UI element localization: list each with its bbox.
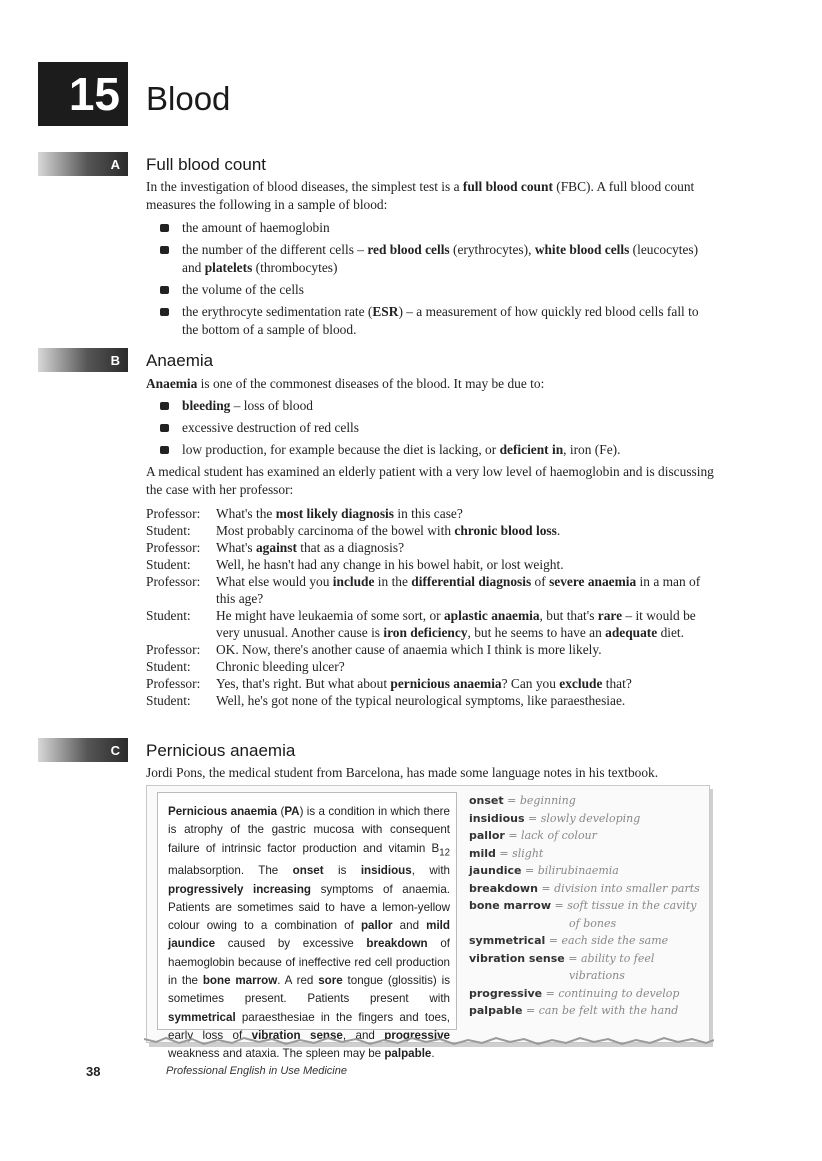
note-entry	[469, 810, 705, 828]
speaker: Student:	[146, 557, 191, 572]
subscript: 12	[439, 846, 450, 858]
bullet-icon	[160, 308, 169, 316]
bold-term: iron deficiency	[383, 625, 468, 640]
section-b-bullets	[146, 397, 716, 463]
speech	[216, 658, 716, 675]
bullet-item	[146, 419, 716, 437]
speech	[216, 505, 716, 522]
text-run: Most probably carcinoma of the bowel with	[216, 523, 455, 538]
dialogue-line	[146, 607, 716, 641]
note-definition-continued: of bones	[569, 916, 617, 930]
note-term: bone marrow	[469, 899, 552, 912]
note-definition: beginning	[519, 794, 576, 807]
textbook-excerpt	[146, 785, 710, 1061]
equals-sign: =	[542, 986, 559, 1000]
text-run: (erythrocytes),	[449, 242, 535, 257]
bold-term: PA	[284, 805, 300, 818]
unit-title: Blood	[146, 80, 231, 117]
bold-term: onset	[292, 864, 324, 878]
bold-term: progressively increasing	[168, 882, 311, 896]
speaker: Student:	[146, 659, 191, 674]
section-c-intro	[146, 764, 716, 782]
speaker: Professor:	[146, 676, 201, 691]
note-definition-continued: vibrations	[569, 969, 625, 982]
text-run: .	[556, 523, 561, 538]
section-a-bullets	[146, 219, 716, 343]
note-definition: slight	[512, 846, 544, 860]
text-run: in the	[374, 574, 412, 589]
text-run: – it would be very unusual. Another cause is	[216, 608, 696, 640]
speaker: Student:	[146, 523, 191, 538]
speech	[216, 556, 716, 573]
note-definition: can be felt with the hand	[538, 1004, 679, 1017]
dialogue-line	[146, 539, 716, 556]
note-term: pallor	[469, 829, 505, 842]
note-entry	[469, 792, 705, 810]
unit-number: 15	[38, 62, 128, 126]
bold-term: against	[255, 540, 297, 555]
dialogue-line	[146, 658, 716, 675]
dialogue-line	[146, 692, 716, 709]
speech	[216, 573, 716, 607]
bold-term: differential diagnosis	[411, 574, 532, 589]
text-run: in this case?	[394, 506, 463, 521]
dialogue-line	[146, 641, 716, 658]
equals-sign: =	[495, 846, 513, 860]
section-b-marker: B	[38, 348, 128, 372]
bold-term: pernicious anaemia	[390, 676, 502, 691]
note-definition: ability to feel	[580, 951, 655, 965]
bold-term: rare	[597, 608, 623, 623]
equals-sign: =	[545, 934, 562, 947]
note-definition: bilirubinaemia	[537, 864, 619, 877]
equals-sign: =	[503, 794, 520, 807]
dialogue-line	[146, 556, 716, 573]
text-run: ) is a condition in which there is atrophy of the gastric mucosa with consequent failure of intrinsic factor production and vitamin B	[168, 805, 450, 855]
note-term: mild	[469, 846, 496, 860]
bold-term: vibration sense	[251, 1028, 343, 1042]
text-run: Chronic bleeding ulcer?	[216, 659, 345, 674]
speech	[216, 522, 716, 539]
bold-term: bone marrow	[202, 973, 278, 987]
section-b-lead	[146, 463, 716, 499]
speaker: Professor:	[146, 642, 201, 657]
bold-term: pallor	[360, 919, 393, 933]
speaker: Student:	[146, 693, 191, 708]
bold-term: Anaemia	[146, 376, 198, 391]
bullet-item	[146, 441, 716, 459]
text-run: in a man of this age?	[216, 574, 701, 606]
note-definition: each side the same	[561, 934, 669, 947]
text-run: What's the	[216, 506, 276, 521]
dialogue-line	[146, 522, 716, 539]
text-run: What's	[216, 540, 256, 555]
bullet-item	[146, 219, 716, 237]
language-notes	[469, 792, 705, 1020]
bold-term: symmetrical	[168, 1010, 236, 1024]
book-title: Professional English in Use Medicine	[166, 1065, 347, 1077]
page-number: 38	[86, 1064, 101, 1079]
note-term: insidious	[469, 811, 525, 825]
equals-sign: =	[551, 899, 568, 912]
section-a-marker: A	[38, 152, 128, 176]
note-entry	[469, 1002, 705, 1020]
bullet-icon	[160, 246, 169, 254]
text-run: A medical student has examined an elderly patient with a very low level of haemoglobin and is discussing the case with her professor:	[146, 464, 714, 497]
bullet-icon	[160, 286, 169, 294]
text-run: He might have leukaemia of some sort, or	[216, 608, 444, 623]
text-run: that as a diagnosis?	[296, 540, 405, 555]
section-c-title: Pernicious anaemia	[146, 741, 296, 760]
text-run: (leucocytes) and	[182, 242, 699, 275]
text-run: Well, he's got none of the typical neurological symptoms, like paraesthesiae.	[216, 693, 626, 708]
text-run: In the investigation of blood diseases, the simplest test is a	[146, 179, 463, 194]
note-term: vibration sense	[469, 951, 565, 965]
note-entry	[469, 827, 705, 845]
text-run: symptoms of anaemia. Patients are sometimes said to have a lemon-yellow colour owing to a combination of	[168, 882, 450, 933]
bullet-icon	[160, 424, 169, 432]
bold-term: ESR	[372, 304, 399, 319]
equals-sign: =	[537, 881, 555, 895]
text-run: , iron (Fe).	[563, 442, 621, 457]
dialogue-line	[146, 675, 716, 692]
text-run: Well, he hasn't had any change in his bowel habit, or lost weight.	[216, 557, 564, 572]
note-term: palpable	[469, 1004, 523, 1017]
note-definition: soft tissue in the cavity	[567, 899, 697, 912]
bullet-icon	[160, 446, 169, 454]
text-run: . A red	[277, 973, 319, 987]
bold-term: breakdown	[366, 937, 428, 951]
text-run: (thrombocytes)	[252, 260, 338, 275]
equals-sign: =	[521, 864, 538, 877]
dialogue-line	[146, 505, 716, 522]
text-run: weakness and ataxia. The spleen may be	[168, 1047, 385, 1061]
bold-term: include	[332, 574, 375, 589]
text-run: ) – a measurement of how quickly red blood cells fall to the bottom of a sample of blood.	[182, 304, 699, 337]
speech	[216, 692, 716, 709]
bold-term: deficient in	[499, 442, 564, 457]
bold-term: sore	[318, 973, 343, 987]
text-run: , but he seems to have an	[467, 625, 606, 640]
bullet-icon	[160, 224, 169, 232]
text-run: of haemoglobin because of ineffective red cell production in the	[168, 937, 451, 987]
note-term: progressive	[469, 986, 543, 1000]
text-run: the amount of haemoglobin	[182, 220, 330, 235]
text-run: OK. Now, there's another cause of anaemia which I think is more likely.	[216, 642, 602, 657]
bold-term: severe anaemia	[549, 574, 637, 589]
section-b-title: Anaemia	[146, 351, 214, 370]
text-run: is	[323, 864, 361, 878]
speech	[216, 641, 716, 658]
text-run: tongue (glossitis) is sometimes present. Patients present with	[168, 973, 451, 1006]
text-run: (	[277, 805, 285, 818]
bold-term: platelets	[204, 260, 253, 275]
note-definition: lack of colour	[521, 829, 597, 842]
speech	[216, 607, 716, 641]
text-run: low production, for example because the diet is lacking, or	[182, 442, 500, 457]
note-term: symmetrical	[469, 934, 546, 947]
bold-term: white blood cells	[534, 242, 630, 257]
bold-term: most likely diagnosis	[275, 506, 394, 521]
bullet-icon	[160, 402, 169, 410]
bold-term: full blood count	[462, 179, 553, 194]
text-run: the erythrocyte sedimentation rate (	[182, 304, 373, 319]
dialogue	[146, 505, 716, 709]
text-run: diet.	[657, 625, 684, 640]
text-run: Jordi Pons, the medical student from Barcelona, has made some language notes in his textbook.	[146, 765, 659, 780]
note-entry	[469, 897, 705, 915]
bold-term: aplastic anaemia	[443, 608, 540, 623]
bullet-item	[146, 241, 716, 277]
speaker: Professor:	[146, 540, 201, 555]
speaker: Professor:	[146, 574, 201, 589]
text-run: of	[531, 574, 550, 589]
note-entry	[469, 932, 705, 950]
bold-term: progressive	[384, 1028, 450, 1042]
bold-term: exclude	[559, 676, 603, 691]
text-run: the volume of the cells	[182, 282, 304, 297]
dialogue-line	[146, 573, 716, 607]
text-run: malabsorption. The	[168, 864, 293, 878]
text-run: .	[431, 1047, 435, 1061]
text-run: and	[392, 919, 427, 933]
note-definition: continuing to develop	[558, 986, 680, 1000]
bold-term: red blood cells	[367, 242, 450, 257]
note-term: onset	[469, 794, 504, 807]
speaker: Professor:	[146, 506, 201, 521]
text-run: , and	[342, 1028, 385, 1042]
bold-term: Pernicious anaemia	[168, 805, 278, 818]
textbook-paragraph	[157, 792, 457, 1061]
note-entry	[469, 845, 705, 863]
bold-term: mild jaundice	[168, 919, 450, 951]
section-c-marker: C	[38, 738, 128, 762]
note-definition: division into smaller parts	[554, 881, 700, 895]
note-entry	[469, 862, 705, 880]
text-run: – loss of blood	[230, 398, 313, 413]
equals-sign: =	[522, 1004, 539, 1017]
torn-edge	[144, 1033, 714, 1051]
note-entry	[469, 985, 705, 1003]
section-b-intro	[146, 375, 716, 393]
bold-term: bleeding	[182, 398, 231, 413]
text-run: Yes, that's right. But what about	[216, 676, 391, 691]
note-entry	[469, 950, 705, 968]
bold-term: palpable	[384, 1047, 432, 1061]
bullet-item	[146, 281, 716, 299]
text-run: is one of the commonest diseases of the blood. It may be due to:	[197, 376, 545, 391]
text-run: the number of the different cells –	[182, 242, 368, 257]
text-run: caused by excessive	[215, 937, 367, 951]
text-run: excessive destruction of red cells	[182, 420, 359, 435]
section-a-intro	[146, 178, 716, 214]
equals-sign: =	[564, 951, 581, 965]
bold-term: insidious	[360, 864, 412, 878]
text-run: paraesthesiae in the fingers and toes, early loss of	[168, 1010, 450, 1042]
bullet-item	[146, 303, 716, 339]
speaker: Student:	[146, 608, 191, 623]
equals-sign: =	[524, 811, 541, 825]
note-entry	[469, 880, 705, 898]
text-run: , but that's	[539, 608, 598, 623]
note-term: breakdown	[469, 881, 538, 895]
equals-sign: =	[504, 829, 522, 842]
text-run: (FBC). A full blood count measures the following in a sample of blood:	[146, 179, 695, 212]
text-run: What else would you	[216, 574, 333, 589]
text-run: that?	[602, 676, 632, 691]
section-a-title: Full blood count	[146, 155, 267, 174]
note-definition: slowly developing	[540, 811, 641, 825]
speech	[216, 675, 716, 692]
bold-term: adequate	[605, 625, 658, 640]
text-run: ? Can you	[501, 676, 560, 691]
speech	[216, 539, 716, 556]
text-run: , with	[411, 864, 450, 878]
bullet-item	[146, 397, 716, 415]
note-term: jaundice	[469, 864, 522, 877]
bold-term: chronic blood loss	[454, 523, 557, 538]
